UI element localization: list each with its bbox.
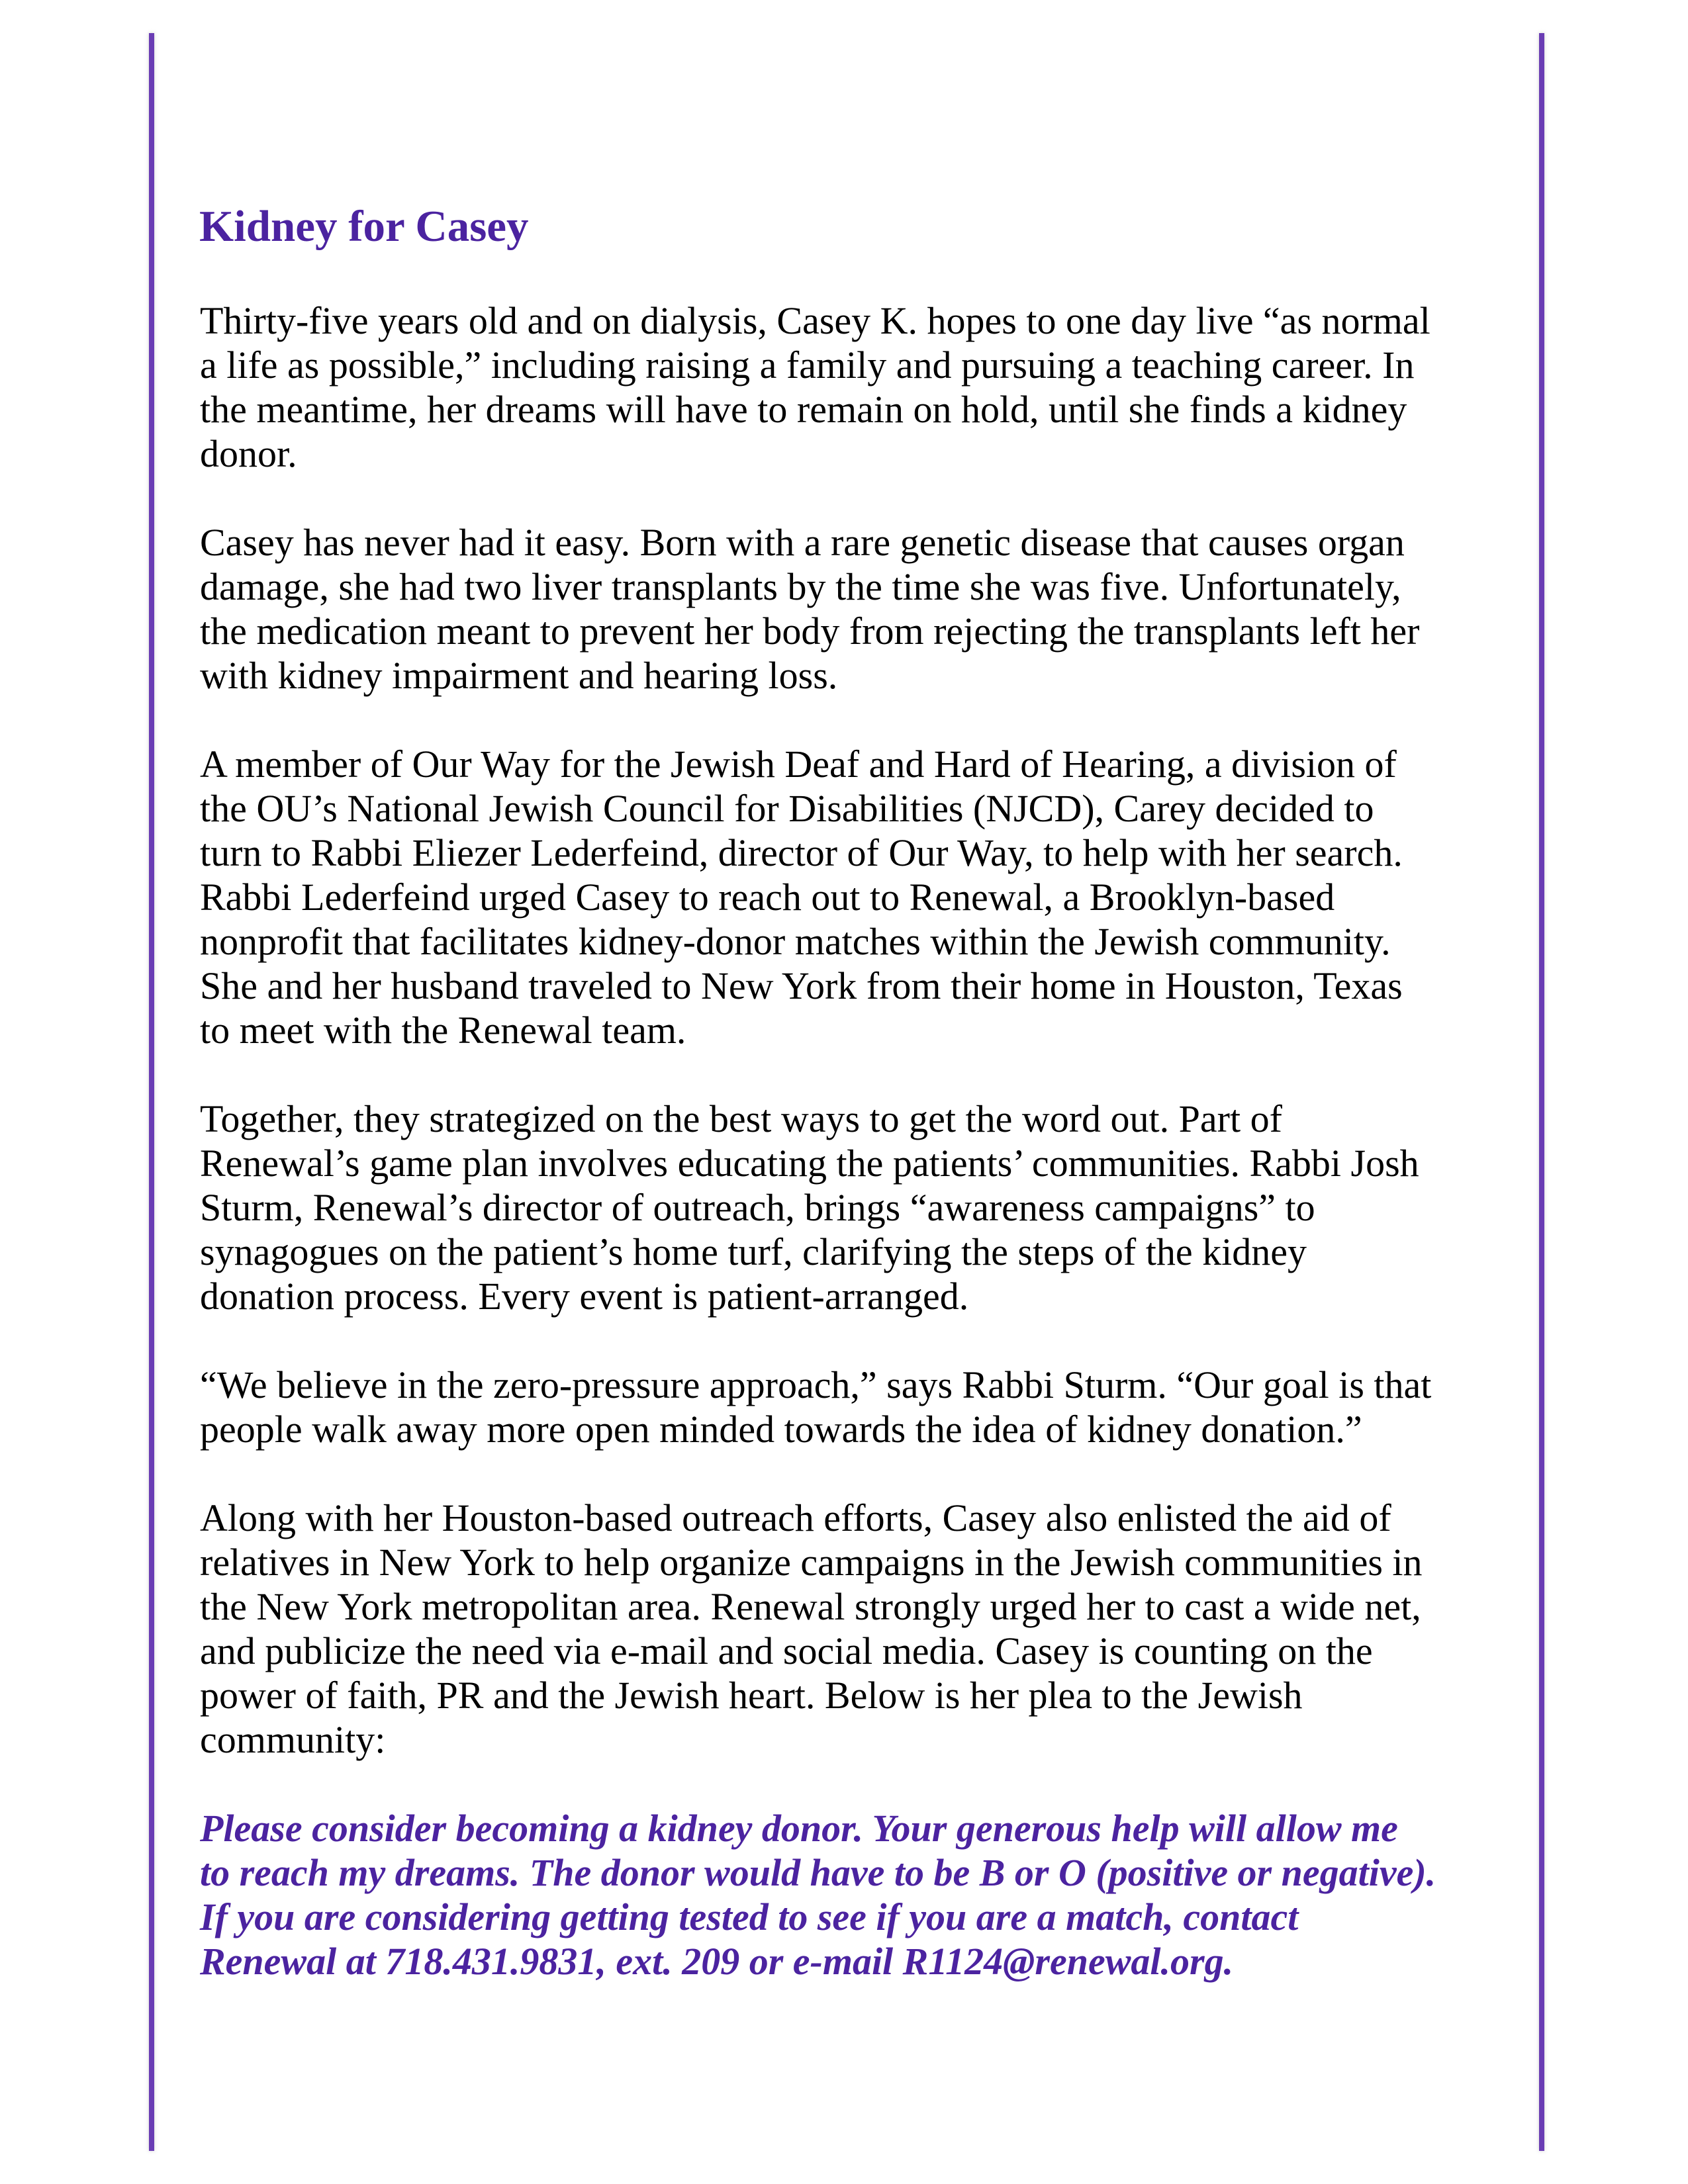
text-line: the OU’s National Jewish Council for Disabilities (NJCD), Carey decided to [200,787,1374,830]
plea-line: Renewal at 718.431.9831, ext. 209 or e-mail R1124@renewal.org. [200,1940,1234,1983]
plea-line: If you are considering getting tested to see if you are a match, contact [200,1895,1299,1938]
text-line: donor. [200,432,297,475]
paragraph-quote [200,1363,1524,1451]
article-title: Kidney for Casey [199,202,529,251]
right-border-rule [1539,33,1544,2151]
text-line: relatives in New York to help organize campaigns in the Jewish communities in [200,1541,1423,1584]
text-line: Together, they strategized on the best ways to get the word out. Part of [200,1097,1282,1140]
text-line: with kidney impairment and hearing loss. [200,654,838,697]
text-line: Casey has never had it easy. Born with a rare genetic disease that causes organ [200,521,1405,564]
text-line: Rabbi Lederfeind urged Casey to reach out to Renewal, a Brooklyn-based [200,876,1335,919]
text-line: a life as possible,” including raising a family and pursuing a teaching career. In [200,343,1415,387]
text-line: donation process. Every event is patient-arranged. [200,1275,969,1318]
text-line: damage, she had two liver transplants by the time she was five. Unfortunately, [200,565,1401,608]
plea-line: to reach my dreams. The donor would have to be B or O (positive or negative). [200,1851,1436,1894]
text-line: the New York metropolitan area. Renewal strongly urged her to cast a wide net, [200,1585,1421,1628]
text-line: the meantime, her dreams will have to remain on hold, until she finds a kidney [200,388,1407,431]
left-border-rule [149,33,154,2151]
paragraph-intro [200,298,1524,476]
text-line: nonprofit that facilitates kidney-donor matches within the Jewish community. [200,920,1391,963]
paragraph-strategy [200,1097,1524,1318]
text-line: turn to Rabbi Eliezer Lederfeind, director of Our Way, to help with her search. [200,831,1403,874]
article-body [200,298,1524,2028]
text-line: Along with her Houston-based outreach efforts, Casey also enlisted the aid of [200,1496,1391,1539]
text-line: Thirty-five years old and on dialysis, Casey K. hopes to one day live “as normal [200,299,1430,342]
text-line: Renewal’s game plan involves educating the patients’ communities. Rabbi Josh [200,1142,1419,1185]
text-line: people walk away more open minded towards the idea of kidney donation.” [200,1408,1362,1451]
text-line: A member of Our Way for the Jewish Deaf and Hard of Hearing, a division of [200,743,1397,786]
text-line: synagogues on the patient’s home turf, clarifying the steps of the kidney [200,1230,1307,1273]
text-line: Sturm, Renewal’s director of outreach, brings “awareness campaigns” to [200,1186,1315,1229]
plea-line: Please consider becoming a kidney donor. Your generous help will allow me [200,1807,1398,1850]
paragraph-our-way [200,742,1524,1052]
text-line: She and her husband traveled to New York from their home in Houston, Texas [200,964,1403,1007]
text-line: community: [200,1718,386,1761]
text-line: to meet with the Renewal team. [200,1009,686,1052]
text-line: “We believe in the zero-pressure approach,” says Rabbi Sturm. “Our goal is that [200,1363,1432,1406]
text-line: the medication meant to prevent her body from rejecting the transplants left her [200,610,1420,653]
paragraph-background [200,520,1524,698]
text-line: power of faith, PR and the Jewish heart. Below is her plea to the Jewish [200,1674,1303,1717]
text-line: and publicize the need via e-mail and social media. Casey is counting on the [200,1629,1373,1672]
donor-plea [200,1806,1524,1983]
paragraph-outreach [200,1496,1524,1762]
